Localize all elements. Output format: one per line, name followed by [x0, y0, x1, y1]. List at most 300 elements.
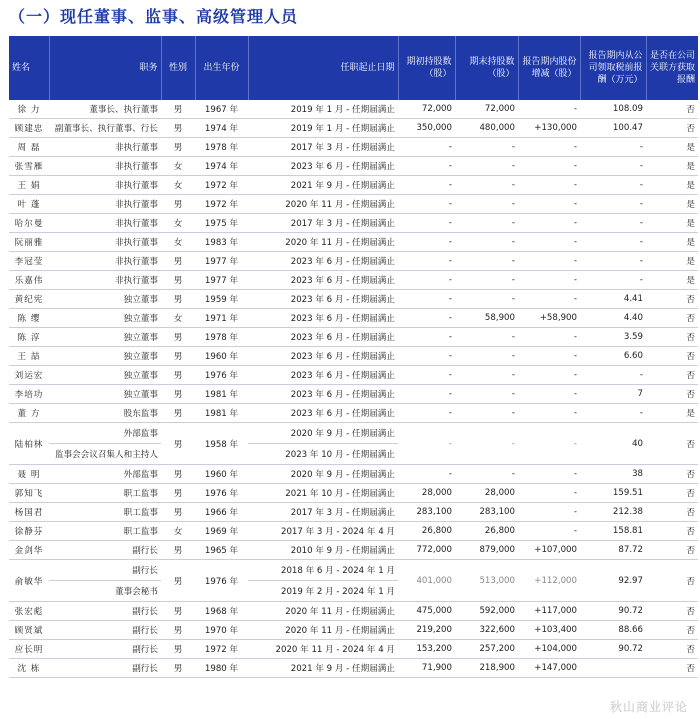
cell-begin-shares: -	[398, 309, 455, 328]
cell-pay: 87.72	[580, 541, 646, 560]
header-pay: 报告期内从公司领取税前报酬（万元）	[580, 36, 646, 100]
table-row	[9, 659, 698, 678]
cell-begin-shares: 72,000	[398, 100, 455, 119]
cell-related: 否	[646, 621, 698, 640]
table-row	[9, 423, 698, 444]
cell-end-shares: -	[455, 347, 518, 366]
cell-term: 2010 年 9 月 - 任期届满止	[248, 541, 398, 560]
cell-name: 董 方	[9, 404, 49, 423]
cell-begin-shares: 350,000	[398, 119, 455, 138]
cell-change: -	[518, 233, 580, 252]
cell-term-2: 2023 年 10 月 - 任期届满止	[248, 444, 398, 465]
cell-change: +58,900	[518, 309, 580, 328]
cell-end-shares: 283,100	[455, 503, 518, 522]
cell-name: 李冠莹	[9, 252, 49, 271]
cell-end-shares: 879,000	[455, 541, 518, 560]
cell-pay: 92.97	[580, 560, 646, 602]
cell-end-shares: 72,000	[455, 100, 518, 119]
cell-term: 2020 年 11 月 - 任期届满止	[248, 233, 398, 252]
cell-term: 2021 年 9 月 - 任期届满止	[248, 659, 398, 678]
table-row	[9, 309, 698, 328]
cell-birth: 1974 年	[195, 157, 248, 176]
cell-change: -	[518, 157, 580, 176]
cell-position: 非执行董事	[49, 157, 161, 176]
cell-pay: 90.72	[580, 602, 646, 621]
cell-change: +107,000	[518, 541, 580, 560]
cell-name: 王 娟	[9, 176, 49, 195]
cell-related: 是	[646, 404, 698, 423]
cell-birth: 1983 年	[195, 233, 248, 252]
cell-name: 沈 栋	[9, 659, 49, 678]
cell-end-shares: 592,000	[455, 602, 518, 621]
cell-change: -	[518, 195, 580, 214]
cell-begin-shares: 772,000	[398, 541, 455, 560]
cell-pay: -	[580, 233, 646, 252]
cell-related: 否	[646, 659, 698, 678]
cell-position: 副行长	[49, 640, 161, 659]
cell-pay: 159.51	[580, 484, 646, 503]
cell-birth: 1970 年	[195, 621, 248, 640]
header-name: 姓名	[9, 36, 49, 100]
cell-related: 否	[646, 602, 698, 621]
cell-name: 王 喆	[9, 347, 49, 366]
cell-name: 陆柏林	[9, 423, 49, 465]
cell-name: 徐 力	[9, 100, 49, 119]
cell-term: 2018 年 6 月 - 2024 年 1 月	[248, 560, 398, 581]
cell-position: 非执行董事	[49, 195, 161, 214]
table-row	[9, 214, 698, 233]
cell-position: 非执行董事	[49, 233, 161, 252]
cell-term: 2023 年 6 月 - 任期届满止	[248, 271, 398, 290]
cell-pay: 40	[580, 423, 646, 465]
cell-name: 徐静芬	[9, 522, 49, 541]
cell-term: 2023 年 6 月 - 任期届满止	[248, 309, 398, 328]
cell-begin-shares: -	[398, 233, 455, 252]
cell-position: 职工监事	[49, 522, 161, 541]
cell-related: 否	[646, 484, 698, 503]
table-row	[9, 328, 698, 347]
cell-change: +117,000	[518, 602, 580, 621]
cell-gender: 男	[161, 290, 195, 309]
cell-begin-shares: -	[398, 328, 455, 347]
cell-birth: 1966 年	[195, 503, 248, 522]
cell-term: 2017 年 3 月 - 任期届满止	[248, 138, 398, 157]
cell-gender: 男	[161, 195, 195, 214]
cell-birth: 1976 年	[195, 366, 248, 385]
cell-term: 2020 年 9 月 - 任期届满止	[248, 465, 398, 484]
cell-related: 是	[646, 252, 698, 271]
cell-gender: 女	[161, 176, 195, 195]
cell-term: 2017 年 3 月 - 2024 年 4 月	[248, 522, 398, 541]
cell-name: 顾建忠	[9, 119, 49, 138]
cell-birth: 1958 年	[195, 423, 248, 465]
cell-begin-shares: -	[398, 366, 455, 385]
cell-related: 否	[646, 347, 698, 366]
cell-birth: 1965 年	[195, 541, 248, 560]
cell-gender: 女	[161, 522, 195, 541]
cell-begin-shares: -	[398, 176, 455, 195]
table-row	[9, 522, 698, 541]
cell-change: -	[518, 366, 580, 385]
cell-position: 副董事长、执行董事、行长	[49, 119, 161, 138]
cell-related: 是	[646, 214, 698, 233]
cell-position: 非执行董事	[49, 271, 161, 290]
cell-position: 副行长	[49, 659, 161, 678]
cell-position: 非执行董事	[49, 138, 161, 157]
cell-term: 2020 年 11 月 - 任期届满止	[248, 602, 398, 621]
cell-position-2: 董事会秘书	[49, 581, 161, 602]
cell-gender: 男	[161, 328, 195, 347]
cell-end-shares: 28,000	[455, 484, 518, 503]
cell-gender: 男	[161, 366, 195, 385]
cell-change: -	[518, 484, 580, 503]
table-row	[9, 621, 698, 640]
cell-birth: 1968 年	[195, 602, 248, 621]
cell-name: 张雪雁	[9, 157, 49, 176]
cell-position: 副行长	[49, 602, 161, 621]
cell-position: 外部监事	[49, 465, 161, 484]
cell-change: -	[518, 176, 580, 195]
cell-term: 2019 年 1 月 - 任期届满止	[248, 119, 398, 138]
cell-begin-shares: -	[398, 271, 455, 290]
cell-birth: 1977 年	[195, 271, 248, 290]
cell-related: 否	[646, 290, 698, 309]
cell-birth: 1959 年	[195, 290, 248, 309]
cell-name: 杨国君	[9, 503, 49, 522]
table-row	[9, 602, 698, 621]
cell-term: 2023 年 6 月 - 任期届满止	[248, 404, 398, 423]
table-row	[9, 366, 698, 385]
cell-related: 否	[646, 100, 698, 119]
table-row	[9, 195, 698, 214]
cell-begin-shares: 219,200	[398, 621, 455, 640]
cell-pay: 108.09	[580, 100, 646, 119]
cell-change: -	[518, 252, 580, 271]
header-term: 任职起止日期	[248, 36, 398, 100]
cell-begin-shares: -	[398, 465, 455, 484]
cell-end-shares: -	[455, 366, 518, 385]
cell-begin-shares: 28,000	[398, 484, 455, 503]
cell-gender: 男	[161, 640, 195, 659]
cell-change: -	[518, 522, 580, 541]
cell-term: 2017 年 3 月 - 任期届满止	[248, 503, 398, 522]
table-row	[9, 541, 698, 560]
cell-birth: 1969 年	[195, 522, 248, 541]
cell-name: 黄纪宪	[9, 290, 49, 309]
cell-pay: -	[580, 271, 646, 290]
cell-pay: -	[580, 366, 646, 385]
cell-term: 2019 年 1 月 - 任期届满止	[248, 100, 398, 119]
cell-name: 张宏彪	[9, 602, 49, 621]
cell-begin-shares: -	[398, 157, 455, 176]
cell-birth: 1977 年	[195, 252, 248, 271]
cell-name: 哈尔曼	[9, 214, 49, 233]
cell-related: 是	[646, 157, 698, 176]
cell-pay: 4.40	[580, 309, 646, 328]
table-row	[9, 119, 698, 138]
cell-pay: 7	[580, 385, 646, 404]
cell-pay: 4.41	[580, 290, 646, 309]
cell-pay: 88.66	[580, 621, 646, 640]
cell-end-shares: 218,900	[455, 659, 518, 678]
executives-table	[9, 36, 698, 678]
cell-position: 非执行董事	[49, 214, 161, 233]
cell-name: 乐嘉伟	[9, 271, 49, 290]
cell-gender: 男	[161, 404, 195, 423]
cell-related: 是	[646, 271, 698, 290]
cell-name: 阮丽雅	[9, 233, 49, 252]
cell-position-2: 监事会会议召集人和主持人	[49, 444, 161, 465]
cell-pay: 3.59	[580, 328, 646, 347]
table-row	[9, 100, 698, 119]
header-related: 是否在公司关联方获取报酬	[646, 36, 698, 100]
cell-term: 2023 年 6 月 - 任期届满止	[248, 347, 398, 366]
cell-end-shares: 480,000	[455, 119, 518, 138]
cell-end-shares: 26,800	[455, 522, 518, 541]
cell-change: -	[518, 271, 580, 290]
table-header-row	[9, 36, 698, 100]
cell-begin-shares: -	[398, 290, 455, 309]
cell-term: 2023 年 6 月 - 任期届满止	[248, 290, 398, 309]
cell-end-shares: 58,900	[455, 309, 518, 328]
cell-end-shares: -	[455, 385, 518, 404]
cell-begin-shares: 475,000	[398, 602, 455, 621]
cell-related: 否	[646, 366, 698, 385]
cell-pay: 38	[580, 465, 646, 484]
cell-end-shares: -	[455, 214, 518, 233]
cell-name: 应长明	[9, 640, 49, 659]
table-body	[9, 100, 698, 678]
table-row	[9, 347, 698, 366]
cell-position: 股东监事	[49, 404, 161, 423]
cell-end-shares: -	[455, 195, 518, 214]
cell-change: +130,000	[518, 119, 580, 138]
cell-position: 副行长	[49, 541, 161, 560]
cell-name: 俞敏华	[9, 560, 49, 602]
cell-birth: 1972 年	[195, 640, 248, 659]
cell-term: 2023 年 6 月 - 任期届满止	[248, 252, 398, 271]
cell-change: -	[518, 503, 580, 522]
cell-begin-shares: -	[398, 404, 455, 423]
cell-gender: 男	[161, 271, 195, 290]
watermark: 秋山商业评论	[609, 700, 688, 714]
cell-name: 顾贤斌	[9, 621, 49, 640]
cell-birth: 1981 年	[195, 404, 248, 423]
cell-term: 2020 年 9 月 - 任期届满止	[248, 423, 398, 444]
cell-position: 董事长、执行董事	[49, 100, 161, 119]
cell-gender: 男	[161, 503, 195, 522]
cell-change: -	[518, 290, 580, 309]
cell-position: 独立董事	[49, 290, 161, 309]
table-row	[9, 385, 698, 404]
cell-position: 副行长	[49, 621, 161, 640]
header-change: 报告期内股份增减（股）	[518, 36, 580, 100]
cell-birth: 1980 年	[195, 659, 248, 678]
cell-pay: -	[580, 138, 646, 157]
cell-related: 否	[646, 309, 698, 328]
cell-gender: 女	[161, 157, 195, 176]
cell-birth: 1972 年	[195, 176, 248, 195]
cell-change: -	[518, 347, 580, 366]
cell-position: 职工监事	[49, 503, 161, 522]
table-row	[9, 233, 698, 252]
cell-change: +112,000	[518, 560, 580, 602]
table-row	[9, 138, 698, 157]
cell-name: 金剑华	[9, 541, 49, 560]
cell-birth: 1976 年	[195, 484, 248, 503]
cell-change: -	[518, 385, 580, 404]
table-row	[9, 176, 698, 195]
cell-related: 否	[646, 560, 698, 602]
cell-term: 2023 年 6 月 - 任期届满止	[248, 157, 398, 176]
cell-end-shares: -	[455, 465, 518, 484]
cell-position: 独立董事	[49, 366, 161, 385]
table-row	[9, 271, 698, 290]
table-row	[9, 640, 698, 659]
table-row	[9, 252, 698, 271]
cell-birth: 1960 年	[195, 465, 248, 484]
cell-name: 陈 缨	[9, 309, 49, 328]
cell-pay: 158.81	[580, 522, 646, 541]
cell-pay: 90.72	[580, 640, 646, 659]
cell-birth: 1978 年	[195, 328, 248, 347]
cell-term: 2023 年 6 月 - 任期届满止	[248, 328, 398, 347]
cell-begin-shares: -	[398, 252, 455, 271]
cell-birth: 1972 年	[195, 195, 248, 214]
cell-term-2: 2019 年 2 月 - 2024 年 1 月	[248, 581, 398, 602]
cell-related: 否	[646, 385, 698, 404]
cell-gender: 男	[161, 560, 195, 602]
cell-term: 2023 年 6 月 - 任期届满止	[248, 385, 398, 404]
cell-pay: -	[580, 157, 646, 176]
table-row	[9, 290, 698, 309]
cell-position: 副行长	[49, 560, 161, 581]
cell-related: 否	[646, 119, 698, 138]
cell-gender: 女	[161, 214, 195, 233]
cell-name: 聂 明	[9, 465, 49, 484]
cell-gender: 男	[161, 423, 195, 465]
cell-pay: 6.60	[580, 347, 646, 366]
cell-end-shares: -	[455, 290, 518, 309]
cell-position: 职工监事	[49, 484, 161, 503]
cell-end-shares: -	[455, 252, 518, 271]
header-position: 职务	[49, 36, 161, 100]
cell-related: 是	[646, 176, 698, 195]
cell-term: 2017 年 3 月 - 任期届满止	[248, 214, 398, 233]
header-end-shares: 期末持股数（股）	[455, 36, 518, 100]
cell-end-shares: -	[455, 328, 518, 347]
cell-change: -	[518, 328, 580, 347]
cell-term: 2020 年 11 月 - 任期届满止	[248, 621, 398, 640]
cell-position: 非执行董事	[49, 252, 161, 271]
cell-change: -	[518, 465, 580, 484]
cell-birth: 1967 年	[195, 100, 248, 119]
cell-begin-shares: -	[398, 214, 455, 233]
table-row	[9, 465, 698, 484]
cell-end-shares: -	[455, 404, 518, 423]
cell-name: 刘运宏	[9, 366, 49, 385]
cell-gender: 男	[161, 385, 195, 404]
header-begin-shares: 期初持股数（股）	[398, 36, 455, 100]
cell-end-shares: -	[455, 233, 518, 252]
cell-term: 2020 年 11 月 - 2024 年 4 月	[248, 640, 398, 659]
cell-gender: 男	[161, 659, 195, 678]
cell-name: 李培功	[9, 385, 49, 404]
cell-change: +103,400	[518, 621, 580, 640]
cell-gender: 女	[161, 233, 195, 252]
cell-begin-shares: 153,200	[398, 640, 455, 659]
header-gender: 性别	[161, 36, 195, 100]
cell-related: 否	[646, 522, 698, 541]
cell-birth: 1975 年	[195, 214, 248, 233]
table-row	[9, 157, 698, 176]
cell-end-shares: -	[455, 176, 518, 195]
cell-gender: 男	[161, 484, 195, 503]
cell-term: 2021 年 10 月 - 任期届满止	[248, 484, 398, 503]
cell-related: 否	[646, 503, 698, 522]
cell-gender: 男	[161, 465, 195, 484]
cell-gender: 男	[161, 252, 195, 271]
cell-change: +104,000	[518, 640, 580, 659]
cell-begin-shares: 283,100	[398, 503, 455, 522]
cell-change: -	[518, 214, 580, 233]
cell-birth: 1971 年	[195, 309, 248, 328]
cell-begin-shares: 401,000	[398, 560, 455, 602]
cell-begin-shares: -	[398, 385, 455, 404]
cell-change: +147,000	[518, 659, 580, 678]
cell-end-shares: 257,200	[455, 640, 518, 659]
cell-gender: 女	[161, 309, 195, 328]
cell-end-shares: 322,600	[455, 621, 518, 640]
cell-birth: 1974 年	[195, 119, 248, 138]
cell-begin-shares: -	[398, 138, 455, 157]
cell-pay: -	[580, 176, 646, 195]
cell-related: 否	[646, 328, 698, 347]
cell-gender: 男	[161, 119, 195, 138]
cell-related: 否	[646, 541, 698, 560]
cell-name: 叶 蓬	[9, 195, 49, 214]
cell-end-shares: 513,000	[455, 560, 518, 602]
cell-change: -	[518, 138, 580, 157]
cell-term: 2020 年 11 月 - 任期届满止	[248, 195, 398, 214]
cell-pay: -	[580, 252, 646, 271]
cell-birth: 1978 年	[195, 138, 248, 157]
cell-change: -	[518, 100, 580, 119]
cell-begin-shares: -	[398, 347, 455, 366]
cell-gender: 男	[161, 541, 195, 560]
cell-begin-shares: -	[398, 423, 455, 465]
cell-gender: 男	[161, 100, 195, 119]
cell-end-shares: -	[455, 423, 518, 465]
cell-related: 否	[646, 465, 698, 484]
cell-begin-shares: 71,900	[398, 659, 455, 678]
cell-change: -	[518, 423, 580, 465]
cell-pay: -	[580, 195, 646, 214]
cell-position: 独立董事	[49, 347, 161, 366]
cell-end-shares: -	[455, 138, 518, 157]
cell-pay: 212.38	[580, 503, 646, 522]
cell-pay: -	[580, 404, 646, 423]
cell-birth: 1976 年	[195, 560, 248, 602]
cell-gender: 男	[161, 138, 195, 157]
section-title: （一）现任董事、监事、高级管理人员	[9, 7, 299, 26]
cell-term: 2023 年 6 月 - 任期届满止	[248, 366, 398, 385]
cell-related: 是	[646, 138, 698, 157]
cell-name: 陈 淳	[9, 328, 49, 347]
cell-name: 周 磊	[9, 138, 49, 157]
cell-position: 独立董事	[49, 328, 161, 347]
cell-begin-shares: -	[398, 195, 455, 214]
